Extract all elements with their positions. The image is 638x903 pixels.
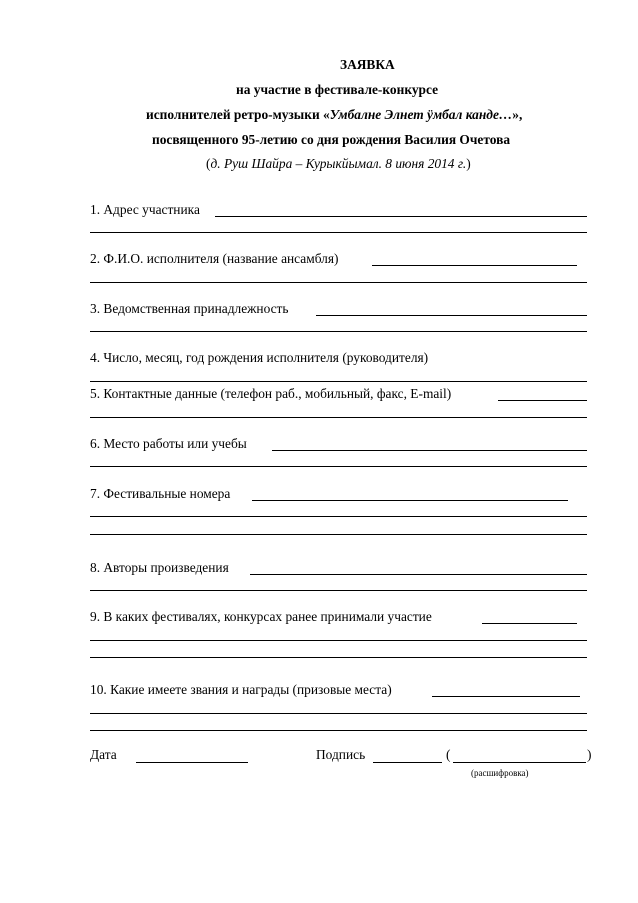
field-workplace-line[interactable] <box>272 450 587 451</box>
subtitle-text-2: на участие в фестивале-конкурсе <box>236 82 439 97</box>
signature-label: Подпись <box>316 747 366 762</box>
field-address-line[interactable] <box>215 216 587 217</box>
field-festival-numbers-line-3[interactable] <box>90 534 587 535</box>
field-address-label: 1. Адрес участника <box>90 202 200 217</box>
field-awards[interactable] <box>90 682 587 700</box>
field-affiliation-line-2[interactable] <box>90 331 587 332</box>
subtitle-text-5 <box>206 156 471 172</box>
field-festival-numbers[interactable] <box>90 486 587 504</box>
field-awards-line[interactable] <box>432 696 580 697</box>
field-festival-numbers-line-2[interactable] <box>90 516 587 517</box>
field-authors-label: 8. Авторы произведения <box>90 560 229 575</box>
field-birthdate[interactable] <box>90 350 587 368</box>
field-performer-name-line-2[interactable] <box>90 282 587 283</box>
field-contacts-label: 5. Контактные данные (телефон раб., мобильный, факс, E-mail) <box>90 386 452 401</box>
field-authors-line-2[interactable] <box>90 590 587 591</box>
paren-close: ) <box>466 156 471 171</box>
subtitle-text-3 <box>146 107 522 123</box>
field-past-festivals-line-2[interactable] <box>90 640 587 641</box>
field-workplace-line-2[interactable] <box>90 466 587 467</box>
field-address[interactable] <box>90 202 587 220</box>
field-festival-numbers-line[interactable] <box>252 500 568 501</box>
field-past-festivals-line[interactable] <box>482 623 577 624</box>
festival-name: Умбалне Элнет ӱмбал канде… <box>329 107 513 122</box>
signature-field[interactable] <box>373 762 442 763</box>
paren-open: ( <box>206 156 211 171</box>
field-awards-label: 10. Какие имеете звания и награды (призовые места) <box>90 682 392 697</box>
field-awards-line-2[interactable] <box>90 713 587 714</box>
subtitle-3-suffix: », <box>512 107 523 122</box>
field-affiliation-line[interactable] <box>316 315 587 316</box>
date-label: Дата <box>90 747 117 762</box>
field-birthdate-line[interactable] <box>90 381 587 382</box>
field-festival-numbers-label: 7. Фестивальные номера <box>90 486 231 501</box>
subtitle-3-prefix: исполнителей ретро-музыки « <box>146 107 330 122</box>
date-field[interactable] <box>136 762 248 763</box>
field-performer-name[interactable] <box>90 251 587 269</box>
field-address-line-2[interactable] <box>90 232 587 233</box>
decoding-paren-close: ) <box>587 747 592 762</box>
field-authors-line[interactable] <box>250 574 587 575</box>
field-awards-line-3[interactable] <box>90 730 587 731</box>
venue-date: д. Руш Шайра – Курыкйымал. 8 июня 2014 г. <box>210 156 467 171</box>
field-past-festivals-label: 9. В каких фестивалях, конкурсах ранее принимали участие <box>90 609 432 624</box>
field-birthdate-label: 4. Число, месяц, год рождения исполнителя (руководителя) <box>90 350 429 365</box>
field-workplace-label: 6. Место работы или учебы <box>90 436 247 451</box>
field-authors[interactable] <box>90 560 587 578</box>
decoding-caption: (расшифровка) <box>471 768 529 778</box>
field-contacts-line-2[interactable] <box>90 417 587 418</box>
decoding-paren-open: ( <box>446 747 451 762</box>
field-performer-name-line[interactable] <box>372 265 577 266</box>
field-past-festivals-line-3[interactable] <box>90 657 587 658</box>
subtitle-text-4: посвященного 95-летию со дня рождения Василия Очетова <box>152 132 511 147</box>
field-workplace[interactable] <box>90 436 587 454</box>
title-text: ЗАЯВКА <box>340 57 395 72</box>
field-past-festivals[interactable] <box>90 609 587 627</box>
field-performer-name-label: 2. Ф.И.О. исполнителя (название ансамбля) <box>90 251 339 266</box>
decoding-field[interactable] <box>453 762 586 763</box>
field-contacts[interactable] <box>90 386 587 404</box>
field-contacts-line[interactable] <box>498 400 587 401</box>
field-affiliation-label: 3. Ведомственная принадлежность <box>90 301 289 316</box>
field-affiliation[interactable] <box>90 301 587 319</box>
